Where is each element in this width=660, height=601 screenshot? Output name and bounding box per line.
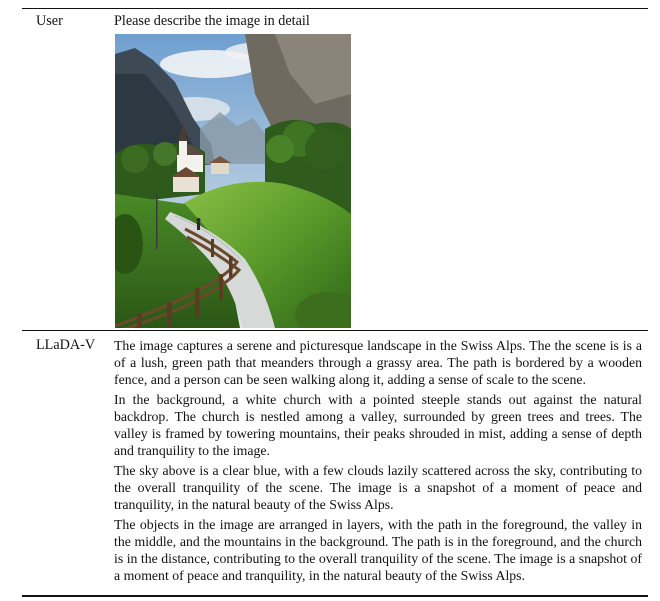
- user-role-label: User: [36, 13, 63, 29]
- table-bottom-rule: [22, 595, 648, 597]
- response-paragraph-2: In the background, a white church with a pointed steeple stands out against the natural backdrop. The church is nestled among a valley, surrounded by green trees and trees. The valley is framed by towering mountains, their peaks shrouded in mist, adding a sense of depth and tranquility to the image.: [114, 392, 642, 458]
- alpine-valley-photo: [115, 34, 351, 328]
- model-response: [114, 337, 642, 587]
- response-paragraph-1: The image captures a serene and picturesque landscape in the Swiss Alps. The the scene is is a of a lush, green path that meanders through a grassy area. The path is bordered by a wooden fence, and a person can be seen walking along it, adding a sense of scale to the scene.: [114, 338, 642, 387]
- model-role-label: LLaDA-V: [36, 337, 96, 353]
- row-separator-rule: [22, 330, 648, 331]
- response-paragraph-4: The objects in the image are arranged in layers, with the path in the foreground, the valley in the middle, and the mountains in the background. The path is in the foreground, and the church is in the distance, contributing to the overall tranquility of the scene. The image is a snapshot of a moment of peace and tranquility, in the natural beauty of the Swiss Alps.: [114, 517, 642, 583]
- response-paragraph-3: The sky above is a clear blue, with a few clouds lazily scattered across the sky, contributing to the overall tranquility of the scene. The image is a snapshot of a moment of peace and tranquility, in the natural beauty of the Swiss Alps.: [114, 463, 642, 512]
- user-prompt-text: Please describe the image in detail: [114, 13, 310, 29]
- table-top-rule: [22, 8, 648, 9]
